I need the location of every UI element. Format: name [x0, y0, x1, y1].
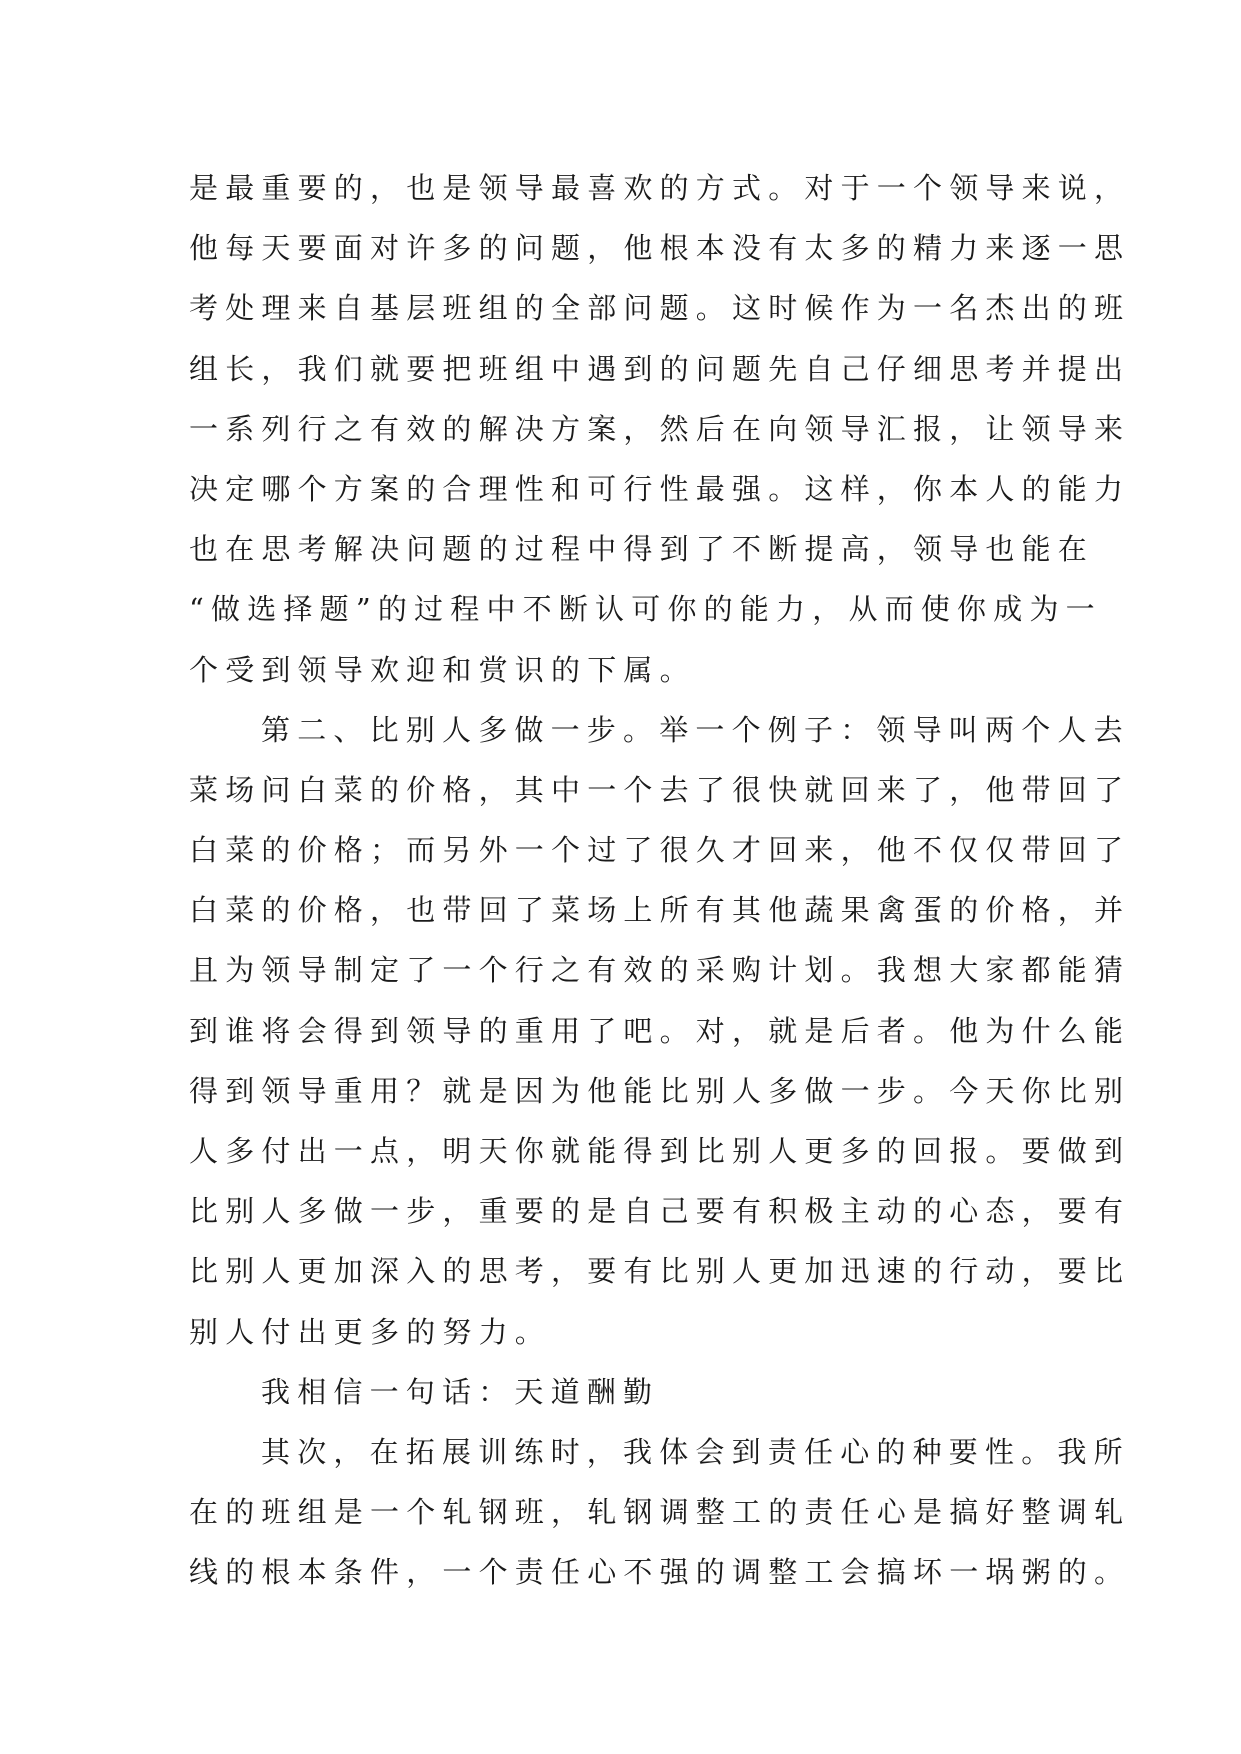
text-line: 比别人多做一步，重要的是自己要有积极主动的心态，要有	[189, 1194, 1131, 1229]
text-line: 考处理来自基层班组的全部问题。这时候作为一名杰出的班	[189, 291, 1131, 326]
text-line: 一系列行之有效的解决方案，然后在向领导汇报，让领导来	[189, 411, 1131, 446]
text-line: 线的根本条件，一个责任心不强的调整工会搞坏一埚粥的。	[189, 1555, 1131, 1590]
text-line: 也在思考解决问题的过程中得到了不断提高，领导也能在	[189, 532, 1095, 567]
text-line: 决定哪个方案的合理性和可行性最强。这样，你本人的能力	[189, 471, 1131, 506]
text-line: 到谁将会得到领导的重用了吧。对，就是后者。他为什么能	[189, 1013, 1131, 1048]
text-line: 白菜的价格；而另外一个过了很久才回来，他不仅仅带回了	[189, 833, 1131, 868]
text-line: “做选择题”的过程中不断认可你的能力，从而使你成为一	[189, 592, 1102, 627]
text-line: 人多付出一点，明天你就能得到比别人更多的回报。要做到	[189, 1134, 1131, 1168]
text-line: 白菜的价格，也带回了菜场上所有其他蔬果禽蛋的价格，并	[189, 893, 1131, 928]
paragraph-first-line: 第二、比别人多做一步。举一个例子：领导叫两个人去	[261, 712, 1130, 747]
text-line: 菜场问白菜的价格，其中一个去了很快就回来了，他带回了	[189, 772, 1131, 807]
text-line: 个受到领导欢迎和赏识的下属。	[189, 652, 696, 687]
text-line: 组长，我们就要把班组中遇到的问题先自己仔细思考并提出	[189, 351, 1131, 386]
text-line: 比别人更加深入的思考，要有比别人更加迅速的行动，要比	[189, 1254, 1131, 1289]
text-line: 且为领导制定了一个行之有效的采购计划。我想大家都能猜	[189, 953, 1131, 988]
text-line: 他每天要面对许多的问题，他根本没有太多的精力来逐一思	[189, 231, 1131, 266]
text-line: 得到领导重用？就是因为他能比别人多做一步。今天你比别	[189, 1073, 1131, 1108]
text-line: 在的班组是一个轧钢班，轧钢调整工的责任心是搞好整调轧	[189, 1495, 1131, 1530]
text-line: 别人付出更多的努力。	[189, 1314, 552, 1349]
body-text	[189, 158, 1131, 1603]
paragraph-first-line: 其次，在拓展训练时，我体会到责任心的种要性。我所	[261, 1434, 1130, 1469]
text-line: 是最重要的，也是领导最喜欢的方式。对于一个领导来说，	[189, 171, 1131, 205]
paragraph-first-line: 我相信一句话：天道酬勤	[261, 1374, 660, 1409]
